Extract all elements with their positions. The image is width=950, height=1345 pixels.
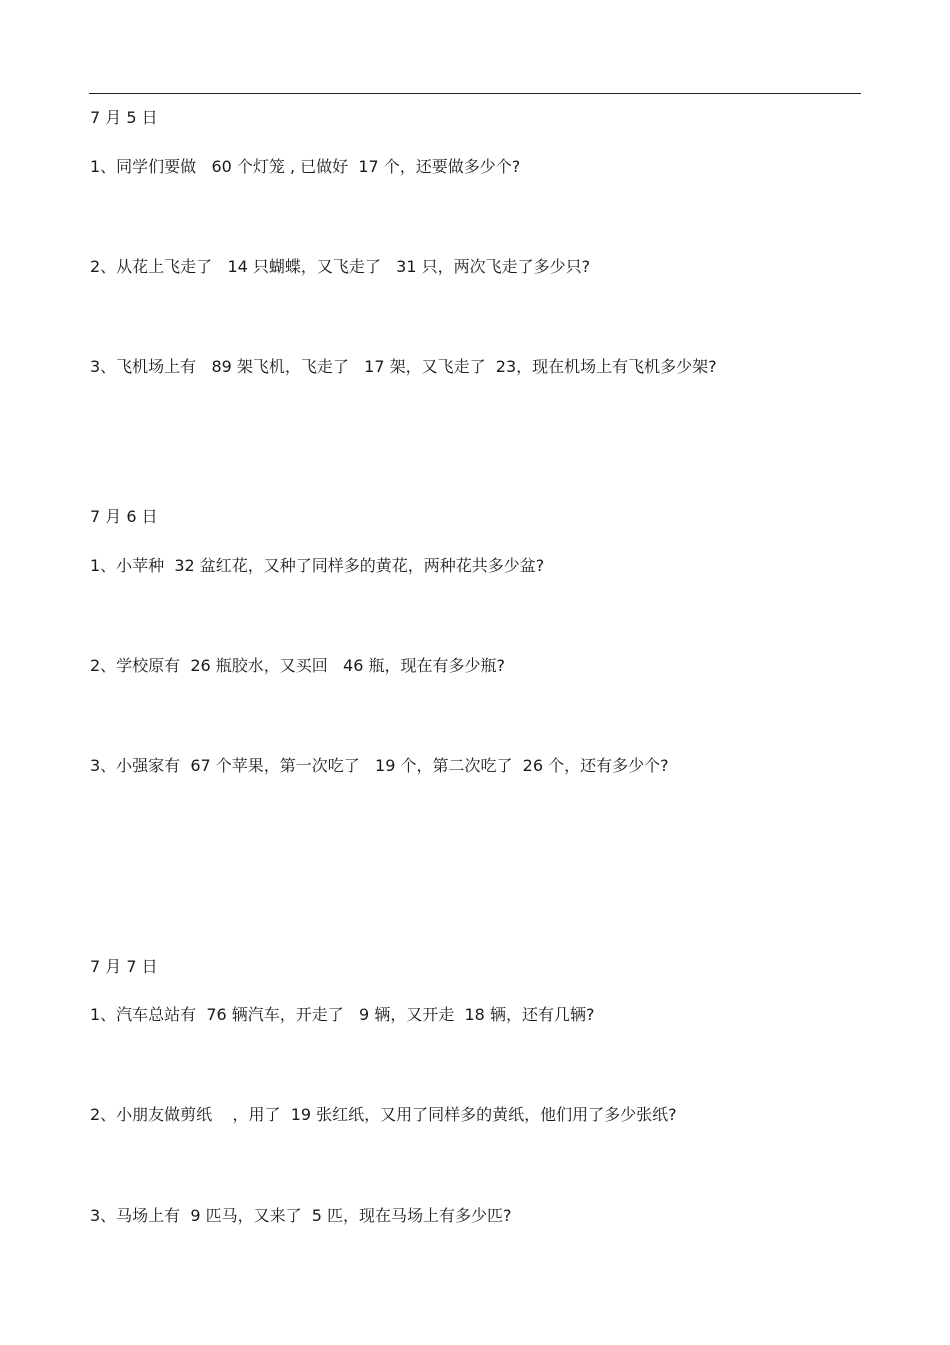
- question-jul7-2: 2、小朋友做剪纸 ，用了 19 张红纸，又用了同样多的黄纸，他们用了多少张纸?: [90, 1105, 677, 1124]
- question-jul5-1: 1、同学们要做 60 个灯笼 , 已做好 17 个，还要做多少个?: [90, 157, 521, 176]
- section-date-jul7: 7 月 7 日: [90, 957, 158, 976]
- question-jul5-2: 2、从花上飞走了 14 只蝴蝶，又飞走了 31 只，两次飞走了多少只?: [90, 257, 591, 276]
- question-jul5-3: 3、飞机场上有 89 架飞机，飞走了 17 架，又飞走了 23，现在机场上有飞机多少架?: [90, 357, 717, 376]
- question-jul6-2: 2、学校原有 26 瓶胶水，又买回 46 瓶，现在有多少瓶?: [90, 656, 505, 675]
- section-date-jul6: 7 月 6 日: [90, 507, 158, 526]
- question-jul7-3: 3、马场上有 9 匹马，又来了 5 匹，现在马场上有多少匹?: [90, 1206, 512, 1225]
- section-date-jul5: 7 月 5 日: [90, 108, 158, 127]
- question-jul7-1: 1、汽车总站有 76 辆汽车，开走了 9 辆，又开走 18 辆，还有几辆?: [90, 1005, 595, 1024]
- question-jul6-3: 3、小强家有 67 个苹果，第一次吃了 19 个，第二次吃了 26 个，还有多少个?: [90, 756, 669, 775]
- question-jul6-1: 1、小苹种 32 盆红花，又种了同样多的黄花，两种花共多少盆?: [90, 556, 545, 575]
- header-rule: [89, 93, 861, 94]
